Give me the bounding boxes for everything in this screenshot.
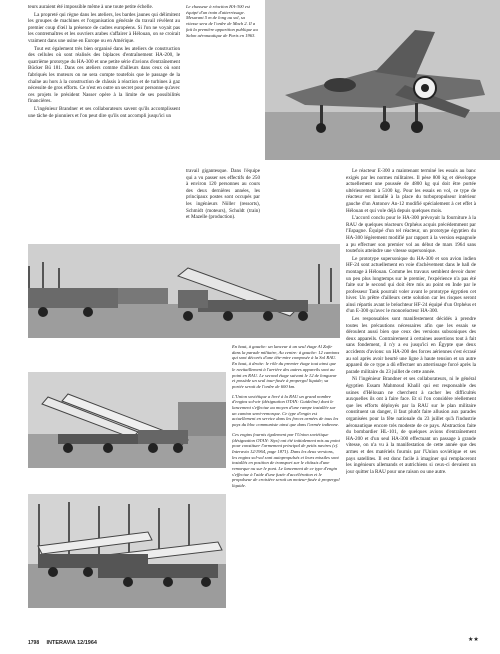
caption-middle: [232, 344, 340, 634]
photo-ha300-aircraft: [265, 0, 500, 160]
paragraph: L'accord conclu pour le HA-300 prévoyait la fourniture à la RAU de quelques réacteurs Orphéus acquis précédemment par l'Espagne. Équipé d'un tel réacteur, un prototype égyptien du HA-300 légèrement modifié par rapport à la version espagnole a pu effectuer son premier vol au début de mars 1964 sans toutefois atteindre une vitesse supersonique.: [346, 215, 476, 255]
caption-text: Le chasseur à réaction HA-300 est équipé d'un train d'atterrissage. Mesurant 5 m de long au sol, sa vitesse sera de l'ordre de Mach 2. Il a fait la première apparition publique au Salon aéronautique de Paris en 1963.: [186, 4, 258, 38]
page-footer: [28, 640, 97, 646]
page-number: 1798: [28, 640, 40, 646]
photo-styx-missiles: [28, 494, 226, 608]
caption-top: [186, 4, 258, 100]
paragraph: teurs auraient été impossible même à une toute petite échelle.: [28, 4, 154, 10]
photo-missile-parade: [28, 244, 340, 338]
caption-text: En haut, à gauche: un lanceur à un seul étage Al Zafir dans la parade militaire, Au centre: à gauche: 12 camions qui sont décorés d'une tête-mire composée à la Sol RAU. En haut, à droite: le rôle du premier étage tout ainsi que le ravitaillement à l'arrière des autres appareils sont au point en RAU. Le second étage suivant le 12 de longueur et possède un seul tour-fusée à propergol liquide; sa portée serait de l'ordre de 600 km.: [232, 344, 340, 389]
paragraph: travail gigantesque. Dans l'équipe qui a vu passer ses effectifs de 250 à environ 120 personnes au cours des deux dernières années, les principaux postes sont occupés par les ingénieurs Nöller (ressorts), Schmidt (moteurs), Schuldt (train) et Mazelle (production).: [186, 168, 260, 221]
paragraph: Le réacteur E-300 a maintenant terminé les essais au banc exigés par les normes militaires. Il pèse 800 kg et développe actuellement une poussée de 4800 kg qui doit être portée ultérieurement à 5100 kg. Pour les essais en vol, ce type de réacteur est installé à la place du turbopropulseur intérieur gauche d'un Antonov An-12 modifié spécialement à cet effet à Hélouan et qui vole déjà depuis quelques mois.: [346, 168, 476, 214]
paragraph: Le prototype supersonique du HA-300 et son avion indien HF-24 sont actuellement en voie d'achèvement dans le hall de montage à Hélouan. Comme les travaux semblent devoir durer un peu plus longtemps sur le premier, l'expérience n'a pas été faite sur le second qui doit être mis au point en Inde par le professeur Tank pourrait voler avant le prototype égyptien cet hiver. Un prêtre d'ailleurs cette solution car les risques seront ainsi répartis avant le bréachteur HF-24 équipé d'un Orphéus et d'un E-300 qu'avec le monoréacteur HA-300.: [346, 255, 476, 315]
photo-guideline-missiles: [28, 372, 226, 468]
paragraph: L'ingénieur Brandner et ses collaborateurs savent qu'ils accomplissent une tâche de pionniers et l'on peut dire qu'ils ont accompli jusqu'ici un: [28, 105, 180, 119]
paragraph: Tout est également très bien organisé dans les ateliers de construction des cellules où sont réalisés des biplaces d'entraînement HA-200, le quatrième prototype du HA-300 et une petite série d'avions d'entraînement Bücker Bü 181. Dans ces ateliers comme d'ailleurs dans ceux où sont fabriqués les moteurs on ne sera compte toutefois que le passage de la chaîne au hors à la construction de châssis à réaction et de turbines à gaz nécessite de gros efforts. Ce n'est en outre un secret pour personne qu'avec ces projets le président Nasser opère à la limite de ses possibilités financières.: [28, 45, 180, 105]
caption-text: L'Union soviétique a livré à la RAU un grand nombre d'engins sol-air (désignation OTAN: Guideline) dont le lancement s'effectue au moyen d'une rampe installée sur un camion semi-remorque. Ce type d'engin est actuellement en service dans les forces armées de tous les pays du bloc communiste ainsi que dans l'armée indienne.: [232, 393, 340, 428]
paragraph: Ni l'ingénieur Brandner et ses collaborateurs, ni le général égyptien Essam Mahmoud Khalil qui est responsable des usines d'Hélouan ne cherchent à cacher les difficultés auxquelles ils ont à faire face. Et si l'on considère réellement que les efforts déployés par la RAU sur le plan militaire constituent un danger, il faut plutôt faire allusion aux parades organisées pour la fête nationale du 23 juillet qu'à l'industrie aéronautique encore très modeste de ce pays. Abstraction faite du bombardier HL-101, de quelques avions d'entraînement HA-200 et d'un seul HA-300 effectuant un passage à grande vitesse, on n'a vu à la manifestation de cette année que des armes et des matériels fournis par l'Union soviétique et ses pays satellites. Il est donc facile à imaginer qui remplaceront les ingénieurs allemands et autrichiens si ceux-ci devaient un jour quitter la RAU pour une raison ou une autre.: [346, 376, 476, 475]
column-left-top: [28, 4, 180, 190]
paragraph: La propreté qui règne dans les ateliers, les bardes jaunes qui délimitent les groupes de machines et l'organisation générale du travail révèlent au premier coup d'œil la présence de cadres européens. Si l'on ne voyait pas les contremaîtres et les ouvriers arabes s'affairer à Hélouan, on se croirait vraiment dans une usine en Europe ou en Amérique.: [28, 11, 180, 44]
publication-name: INTERAVIA 12/1964: [46, 640, 97, 646]
caption-text: Ces engins fournis également par l'Union soviétique (désignation OTAN: Styx) ont été initialement mis au point pour constituer l'armement principal de petits navires (cf. Interavia 12/1964, page 1871). Dans les deux versions, les engins sol-sol sont autopropulsés et leurs missiles sont installés en position de transport sur le châssis d'une remorque ou sur le pont. Le lancement de ce type d'engin s'effectue à l'aide d'une fusée d'accélération et le propulseur de croisière serait un moteur-fusée à propergol liquide.: [232, 431, 340, 489]
column-middle-top: [186, 168, 260, 232]
end-mark: ★★: [468, 637, 479, 643]
column-right: [346, 168, 476, 634]
paragraph: Les responsables sont manifestement décidés à prendre toutes les précautions nécessaires afin que les essais se déroulent aussi bien que ceux des versions subsoniques des deux appareils. Contrairement à certaines assertions tout à fait sans fondement, il n'y a eu jusqu'ici en Égypte que deux accidents d'avions: un HA-200 des forces aériennes s'est écrasé au sol après avoir heurté une ligne à haute tension et un autre appareil de ce type a dû effectuer un atterrissage forcé après la parade militaire du 23 juillet de cette année.: [346, 316, 476, 375]
